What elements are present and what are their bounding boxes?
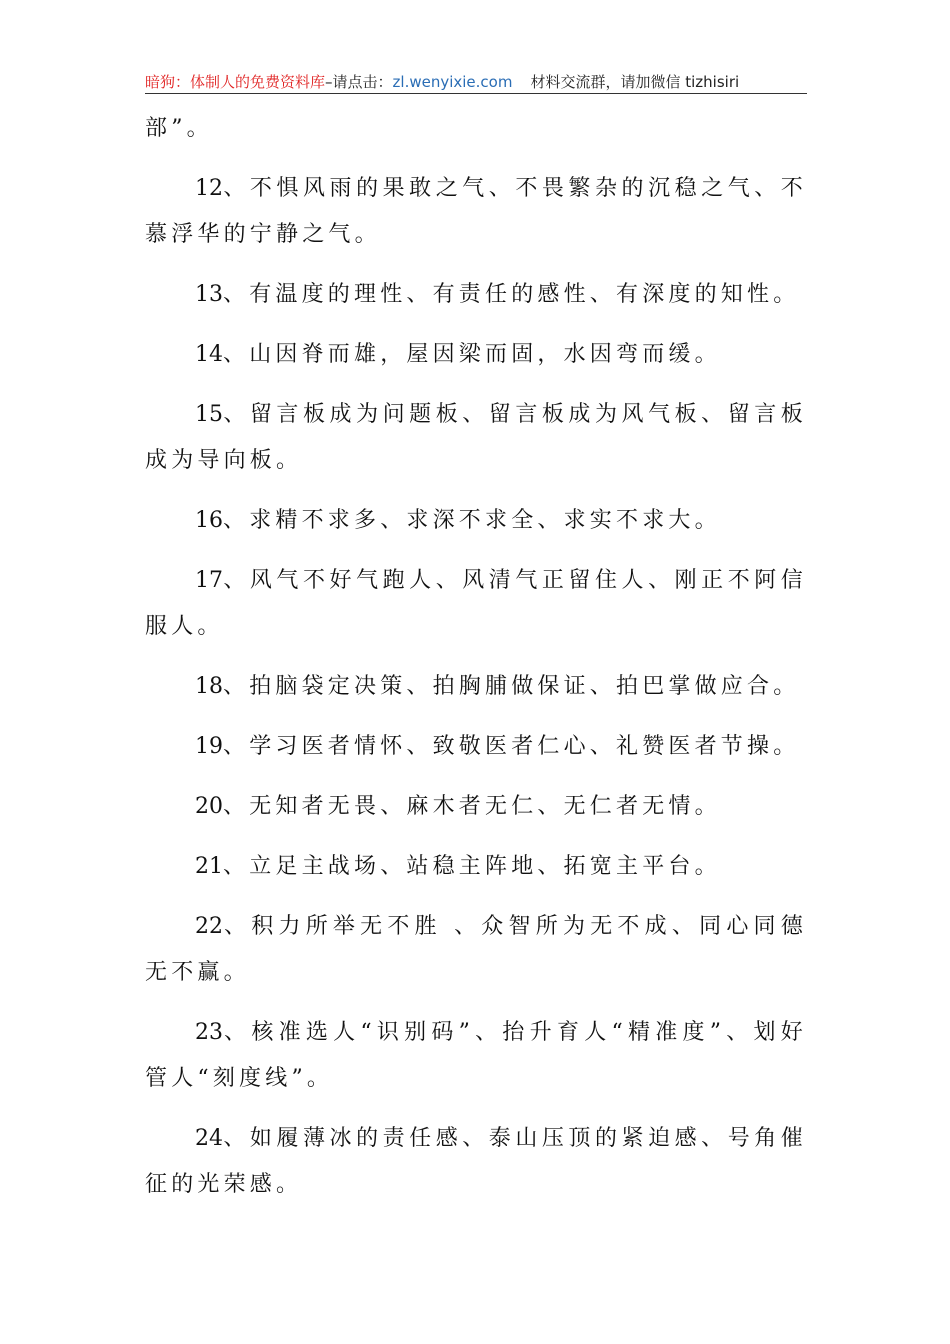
item-number: 13 xyxy=(195,282,223,307)
item-number: 22 xyxy=(195,914,223,939)
item-text: 、学习医者情怀、致敬医者仁心、礼赞医者节操。 xyxy=(223,734,800,759)
list-item xyxy=(145,844,807,890)
item-text: 、留言板成为问题板、留言板成为风气板、留言板成为导向板。 xyxy=(145,402,807,473)
list-item xyxy=(145,498,807,544)
item-number: 23 xyxy=(195,1020,223,1045)
item-text: 、积力所举无不胜 、众智所为无不成、同心同德无不赢。 xyxy=(145,914,807,985)
continuation-paragraph: 部”。 xyxy=(145,116,213,141)
page-header xyxy=(145,70,807,94)
item-number: 15 xyxy=(195,402,223,427)
list-item xyxy=(145,332,807,378)
list-item xyxy=(145,724,807,770)
item-text: 、风气不好气跑人、风清气正留住人、刚正不阿信服人。 xyxy=(145,568,807,639)
item-text: 、拍脑袋定决策、拍胸脯做保证、拍巴掌做应合。 xyxy=(223,674,800,699)
item-number: 19 xyxy=(195,734,223,759)
item-number: 24 xyxy=(195,1126,223,1151)
item-number: 17 xyxy=(195,568,223,593)
list-item xyxy=(145,272,807,318)
item-number: 14 xyxy=(195,342,223,367)
header-prompt: –请点击： xyxy=(325,73,393,91)
item-text: 、有温度的理性、有责任的感性、有深度的知性。 xyxy=(223,282,800,307)
document-body xyxy=(145,106,807,1222)
list-item xyxy=(145,558,807,650)
item-number: 20 xyxy=(195,794,223,819)
item-text: 、立足主战场、站稳主阵地、拓宽主平台。 xyxy=(223,854,721,879)
header-group-text: 材料交流群，请加微信 tizhisiri xyxy=(530,73,740,91)
item-text: 、不惧风雨的果敢之气、不畏繁杂的沉稳之气、不慕浮华的宁静之气。 xyxy=(145,176,807,247)
list-item xyxy=(145,166,807,258)
header-link[interactable]: zl.wenyixie.com xyxy=(392,73,513,91)
item-text: 、核准选人“识别码”、抬升育人“精准度”、划好管人“刻度线”。 xyxy=(145,1020,807,1091)
item-number: 16 xyxy=(195,508,223,533)
list-item xyxy=(145,392,807,484)
item-text: 、如履薄冰的责任感、泰山压顶的紧迫感、号角催征的光荣感。 xyxy=(145,1126,807,1197)
item-text: 、山因脊而雄，屋因梁而固，水因弯而缓。 xyxy=(223,342,721,367)
item-number: 18 xyxy=(195,674,223,699)
header-brand: 暗狗：体制人的免费资料库 xyxy=(145,73,326,91)
list-item xyxy=(145,1116,807,1208)
list-item xyxy=(145,904,807,996)
item-text: 、求精不求多、求深不求全、求实不求大。 xyxy=(223,508,721,533)
item-text: 、无知者无畏、麻木者无仁、无仁者无情。 xyxy=(223,794,721,819)
item-number: 12 xyxy=(195,176,223,201)
list-item xyxy=(145,664,807,710)
list-item xyxy=(145,1010,807,1102)
list-item xyxy=(145,784,807,830)
item-number: 21 xyxy=(195,854,223,879)
